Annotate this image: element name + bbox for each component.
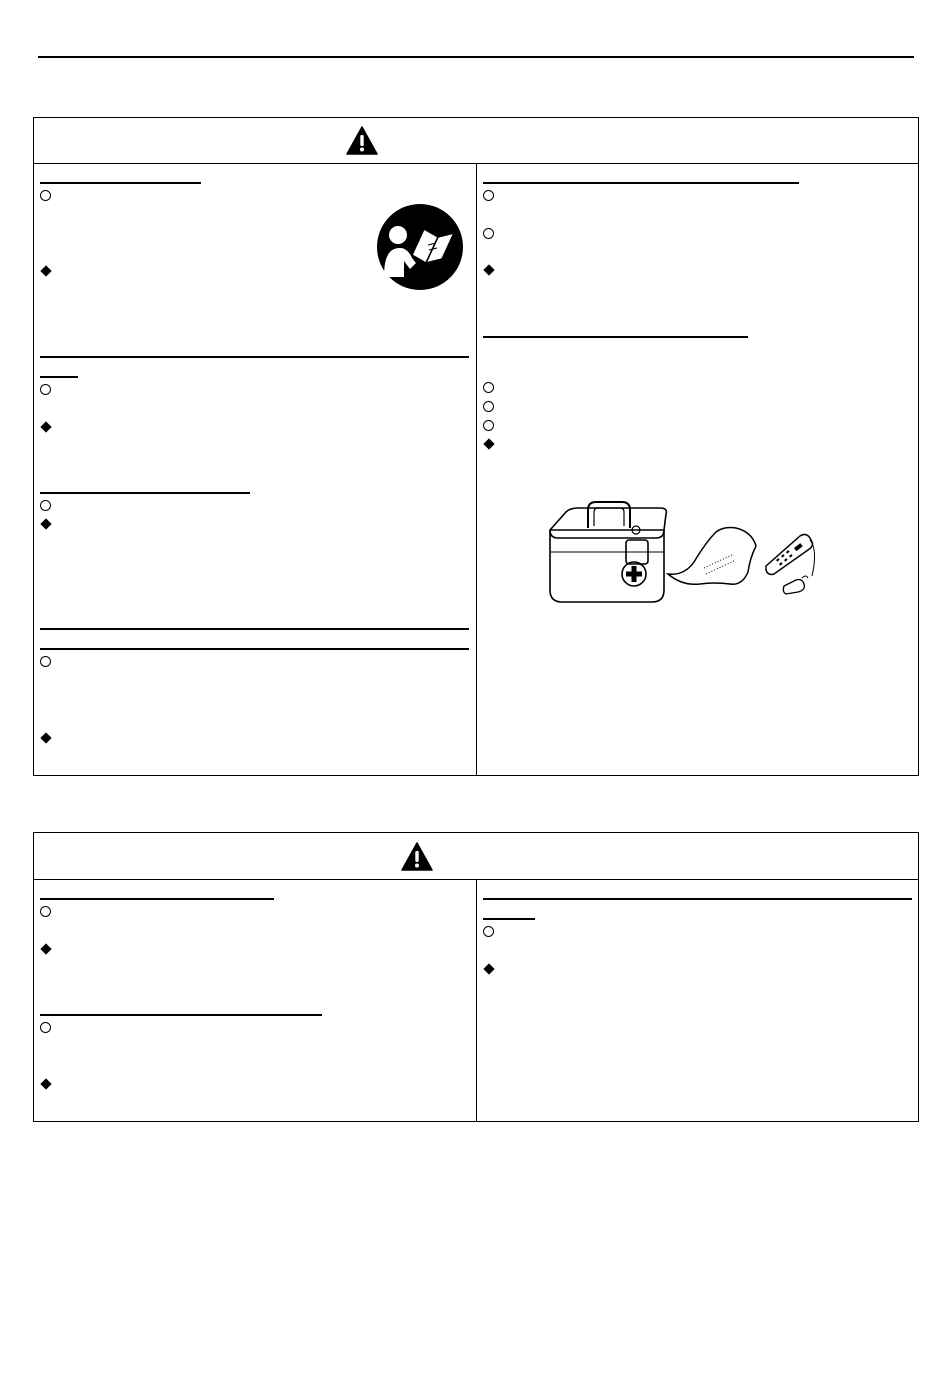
section-underline bbox=[483, 918, 535, 920]
lower-panel-header bbox=[34, 833, 918, 880]
section-underline bbox=[40, 898, 274, 900]
circle-bullet-icon bbox=[40, 906, 51, 917]
circle-bullet-icon bbox=[483, 228, 494, 239]
warning-triangle-icon bbox=[401, 842, 433, 871]
section-rule bbox=[40, 648, 469, 650]
upper-panel-header bbox=[34, 118, 918, 164]
circle-bullet-icon bbox=[40, 656, 51, 667]
circle-bullet-icon bbox=[483, 382, 494, 393]
upper-column-divider bbox=[476, 163, 477, 775]
circle-bullet-icon bbox=[40, 500, 51, 511]
circle-bullet-icon bbox=[40, 190, 51, 201]
section-underline bbox=[40, 1014, 322, 1016]
phone-illustration bbox=[760, 530, 820, 578]
section-underline bbox=[483, 336, 748, 338]
first-aid-kit-illustration bbox=[548, 490, 670, 608]
circle-bullet-icon bbox=[483, 190, 494, 201]
lower-column-divider bbox=[476, 879, 477, 1121]
circle-bullet-icon bbox=[483, 420, 494, 431]
section-rule bbox=[483, 898, 912, 900]
section-underline bbox=[483, 182, 799, 184]
warning-triangle-icon bbox=[346, 126, 378, 155]
page-top-rule bbox=[38, 56, 914, 58]
towel-illustration bbox=[664, 524, 760, 588]
read-manual-icon bbox=[376, 203, 464, 291]
section-underline bbox=[40, 182, 201, 184]
section-underline bbox=[40, 492, 250, 494]
upper-warning-panel bbox=[33, 117, 919, 776]
circle-bullet-icon bbox=[483, 926, 494, 937]
section-rule bbox=[40, 356, 469, 358]
circle-bullet-icon bbox=[483, 401, 494, 412]
section-underline bbox=[40, 376, 78, 378]
section-rule bbox=[40, 628, 469, 630]
circle-bullet-icon bbox=[40, 384, 51, 395]
whistle-illustration bbox=[780, 572, 810, 596]
lower-warning-panel bbox=[33, 832, 919, 1122]
circle-bullet-icon bbox=[40, 1022, 51, 1033]
